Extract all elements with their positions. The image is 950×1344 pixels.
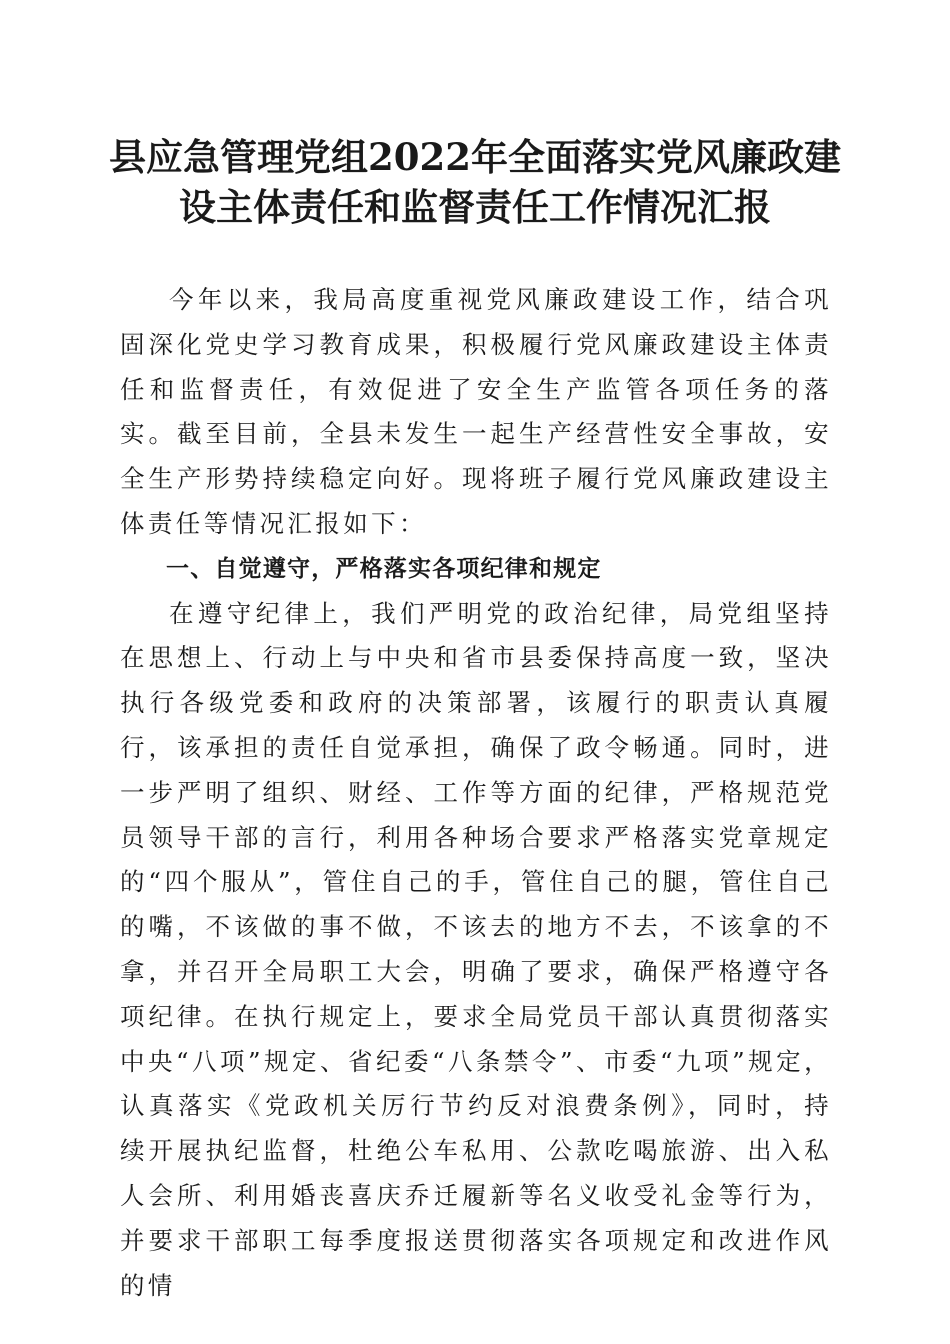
document-title — [100, 132, 850, 232]
section-1-paragraph: 在遵守纪律上，我们严明党的政治纪律，局党组坚持在思想上、行动上与中央和省市县委保持高度一致，坚决执行各级党委和政府的决策部署，该履行的职责认真履行，该承担的责任自觉承担，确保了政令畅通。同时，进一步严明了组织、财经、工作等方面的纪律，严格规范党员领导干部的言行，利用各种场合要求严格落实党章规定的“四个服从”，管住自己的手，管住自己的腿，管住自己的嘴，不该做的事不做，不该去的地方不去，不该拿的不拿，并召开全局职工大会，明确了要求，确保严格遵守各项纪律。在执行规定上，要求全局党员干部认真贯彻落实中央“八项”规定、省纪委“八条禁令”、市委“九项”规定，认真落实《党政机关厉行节约反对浪费条例》，同时，持续开展执纪监督，杜绝公车私用、公款吃喝旅游、出入私人会所、利用婚丧喜庆乔迁履新等名义收受礼金等行为，并要求干部职工每季度报送贯彻落实各项规定和改进作风的情 — [120, 598, 832, 1300]
document-body — [120, 278, 832, 1308]
section-heading-1: 一、自觉遵守，严格落实各项纪律和规定 — [166, 555, 602, 582]
intro-paragraph: 今年以来，我局高度重视党风廉政建设工作，结合巩固深化党史学习教育成果，积极履行党风廉政建设主体责任和监督责任，有效促进了安全生产监管各项任务的落实。截至目前，全县未发生一起生产经营性安全事故，安全生产形势持续稳定向好。现将班子履行党风廉政建设主体责任等情况汇报如下： — [120, 285, 832, 538]
title-line-2: 设主体责任和监督责任工作情况汇报 — [179, 185, 771, 229]
title-line-1: 县应急管理党组2022年全面落实党风廉政建 — [109, 135, 841, 179]
